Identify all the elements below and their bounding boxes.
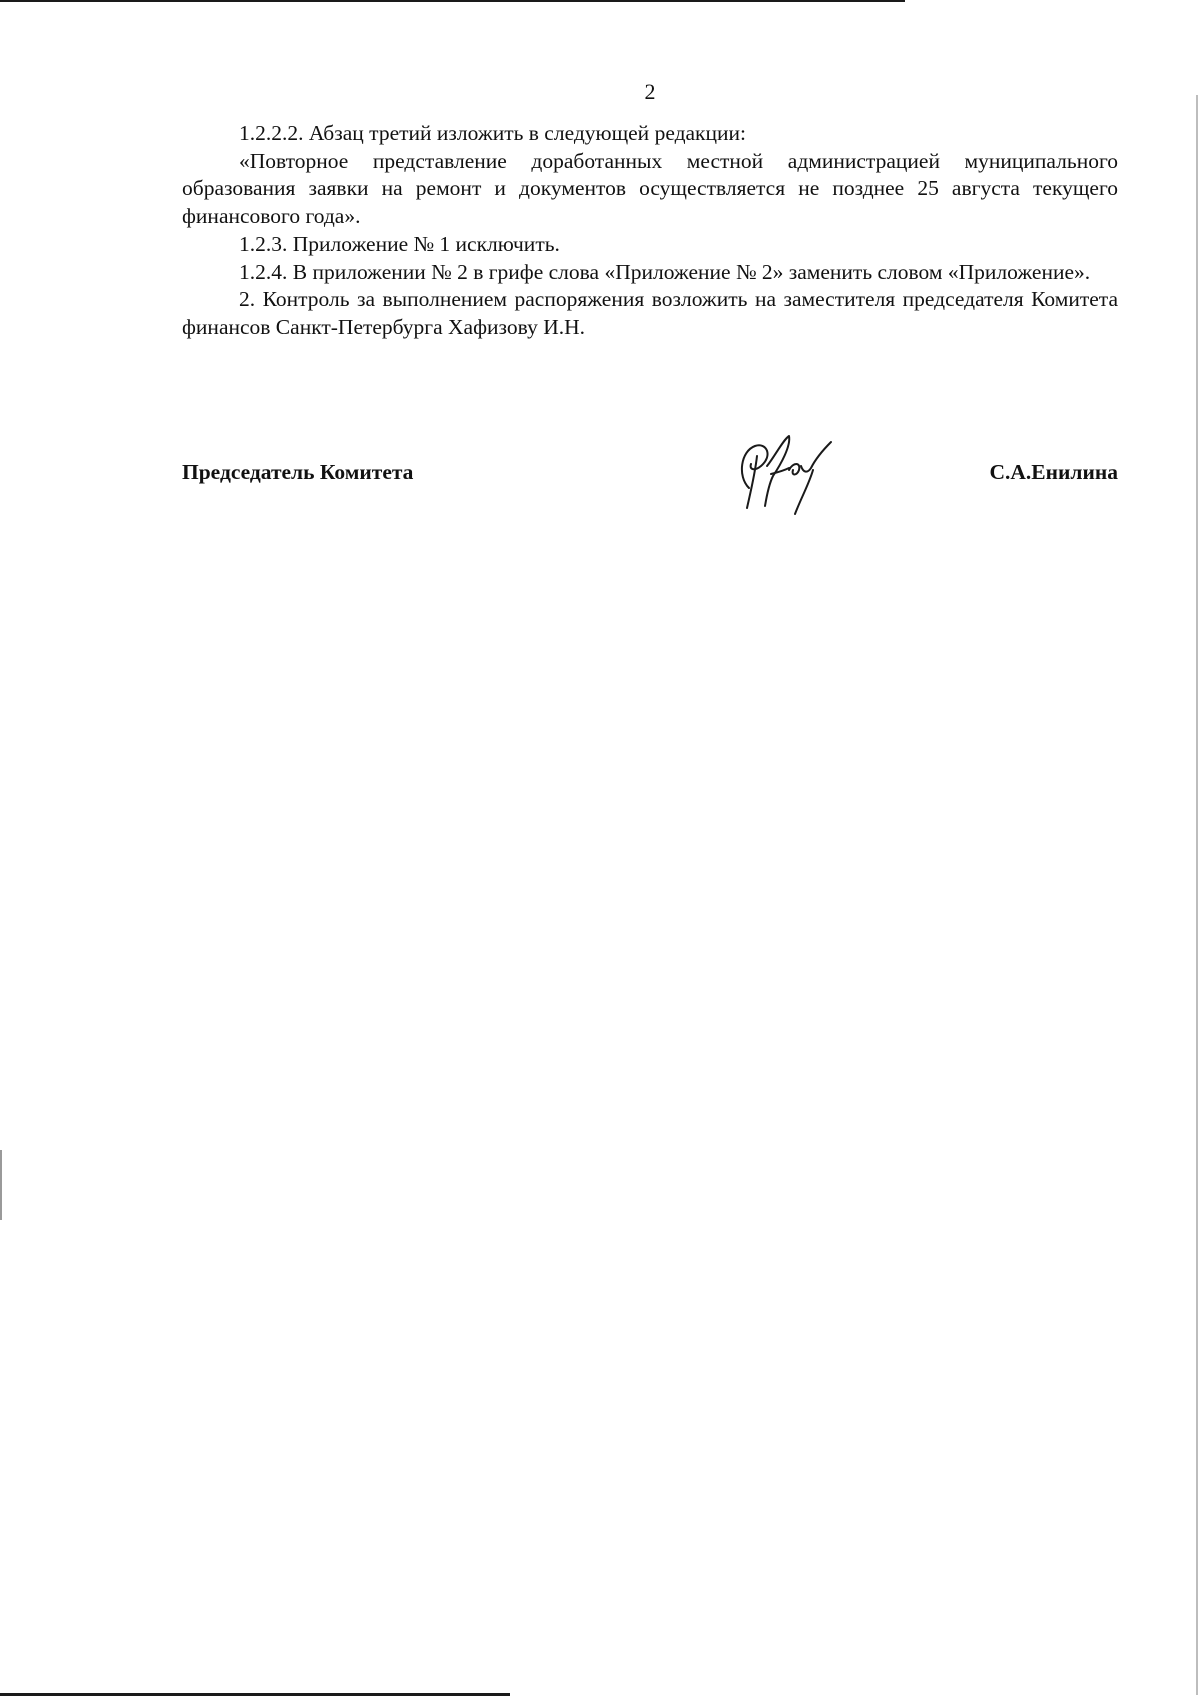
- paragraph-1-2-2-2: 1.2.2.2. Абзац третий изложить в следующей редакции:: [239, 121, 746, 145]
- paragraph-2: 2. Контроль за выполнением распоряжения возложить на заместителя председателя Комитета финансов Санкт-Петербурга Хафизову И.Н.: [182, 287, 1118, 339]
- signature-block: [182, 446, 1118, 536]
- document-body: [182, 120, 1118, 342]
- signatory-name: С.А.Енилина: [989, 460, 1118, 484]
- scan-edge-bottom: [0, 1693, 510, 1696]
- paragraph-1-2-4: 1.2.4. В приложении № 2 в грифе слова «Приложение № 2» заменить словом «Приложение».: [239, 259, 1091, 284]
- handwritten-signature: [727, 426, 847, 526]
- scan-edge-top: [0, 0, 905, 2]
- paragraph-quote: «Повторное представление доработанных местной администрацией муниципального образования заявки на ремонт и документов осуществляется не позднее 25 августа текущего финансового года».: [182, 148, 1118, 229]
- page-number: 2: [644, 79, 656, 104]
- signatory-title: Председатель Комитета: [182, 460, 414, 484]
- paragraph-1-2-3: 1.2.3. Приложение № 1 исключить.: [239, 231, 560, 256]
- scan-edge-left: [0, 1150, 2, 1220]
- scan-edge-right: [1196, 95, 1198, 1695]
